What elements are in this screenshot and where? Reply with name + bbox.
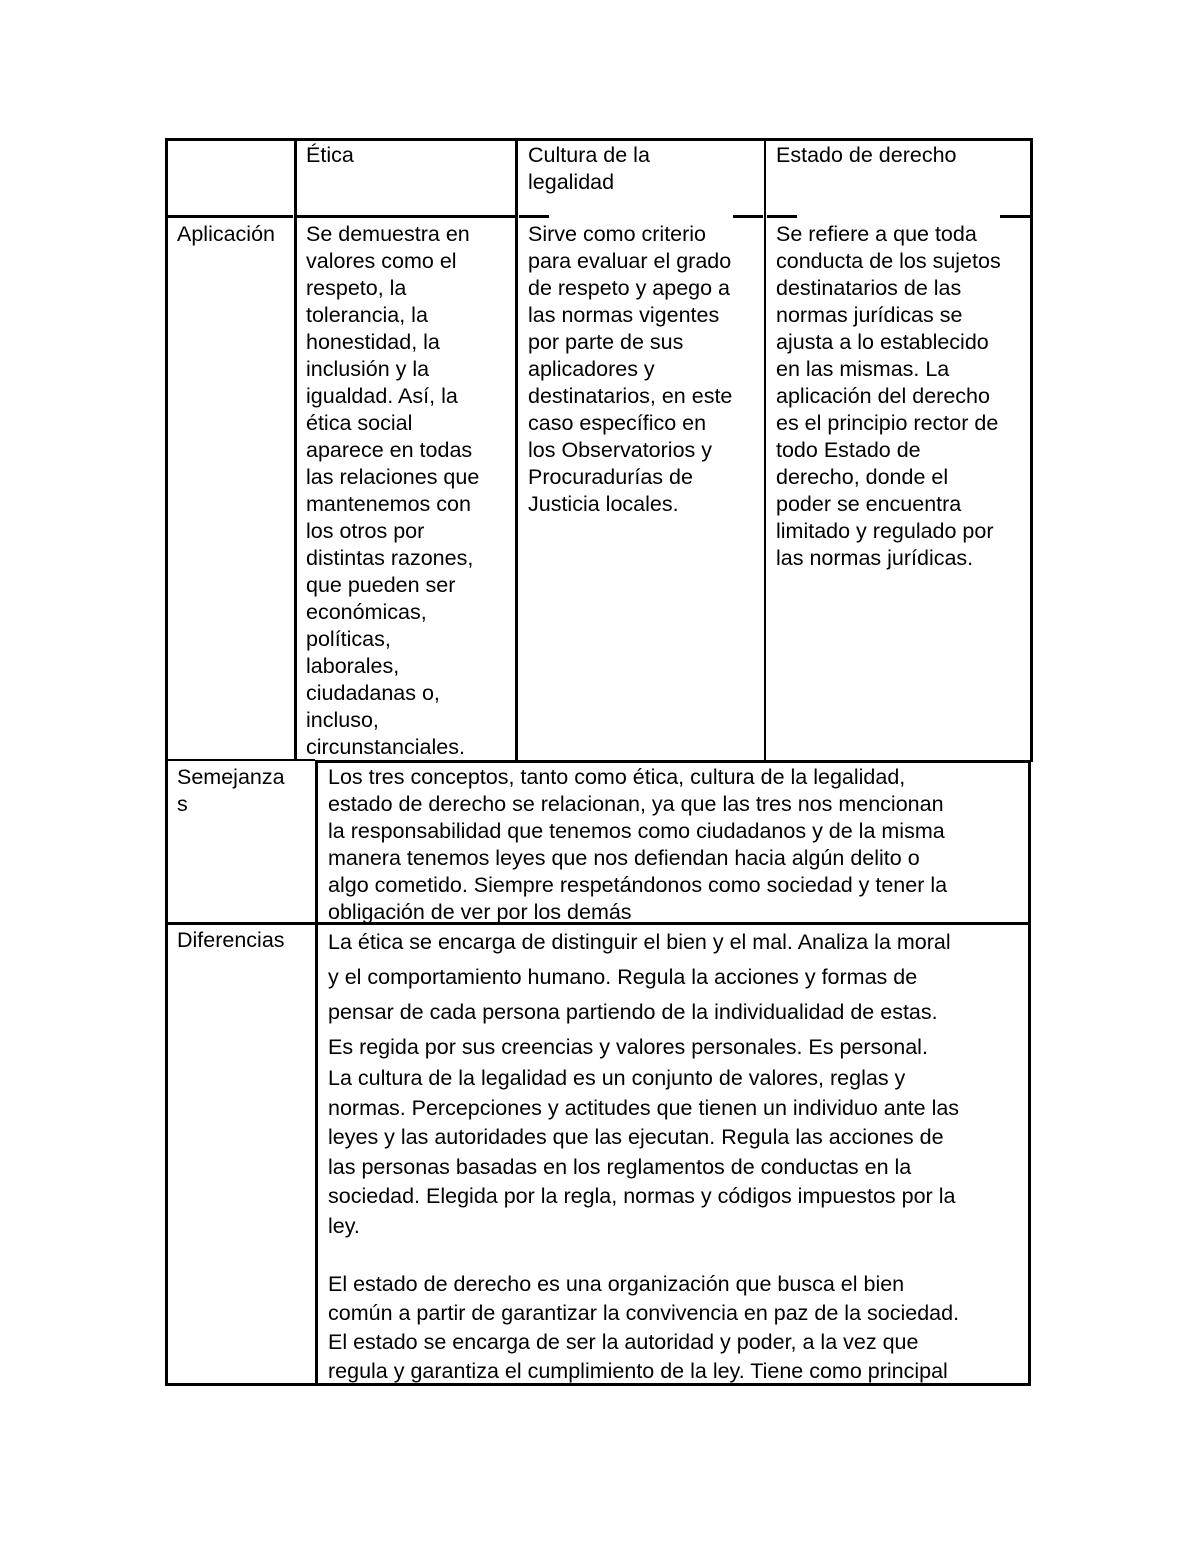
- header-row-divider-4: [733, 215, 763, 218]
- row-label-semejanzas: Semejanza s: [177, 765, 285, 816]
- header-row-divider-5: [767, 215, 797, 218]
- header-row-divider-2: [297, 215, 515, 218]
- table-border-right-upper: [1030, 138, 1033, 762]
- table-border-left: [165, 138, 168, 1386]
- header-row-divider-6: [1000, 215, 1033, 218]
- header-estado-derecho: Estado de derecho: [776, 143, 957, 167]
- header-etica: Ética: [306, 143, 354, 167]
- header-row-divider-3: [519, 215, 549, 218]
- col-divider-3-upper: [764, 138, 766, 760]
- diferencias-estado-text: El estado de derecho es una organización que busca el bien común a partir de garantizar la convivencia en paz de la sociedad. El estado se encarga de ser la autoridad y poder, a la vez que regula y garantiza el cumplimiento de la ley. Tiene como principal: [328, 1272, 960, 1383]
- semejanzas-text: Los tres conceptos, tanto como ética, cultura de la legalidad, estado de derecho se relacionan, ya que las tres nos mencionan la responsabilidad que tenemos como ciudadanos y de la misma manera tenemos leyes que nos defiendan hacia algún delito o algo cometido. Siempre respetándonos como sociedad y tener la obligación de ver por los demás: [328, 765, 948, 924]
- header-corner-cell: [177, 142, 289, 212]
- diferencias-cultura-text: La cultura de la legalidad es un conjunto de valores, reglas y normas. Percepciones y actitudes que tienen un individuo ante las leyes y las autoridades que las ejecutan. Regula las acciones de las personas basadas en los reglamentos de conductas en la sociedad. Elegida por la regla, normas y códigos impuestos por la ley.: [328, 1066, 960, 1238]
- aplicacion-row-divider-left: [165, 759, 315, 761]
- col-divider-lower: [315, 760, 318, 1386]
- header-cultura-legalidad: Cultura de la legalidad: [528, 143, 650, 194]
- row-label-aplicacion: Aplicación: [177, 222, 275, 246]
- table-border-right-lower: [1028, 760, 1031, 1386]
- aplicacion-etica-text: Se demuestra en valores como el respeto, la tolerancia, la honestidad, la inclusión y la igualdad. Así, la ética social aparece en todas las relaciones que mantenemos con los otros por distintas razones, que pueden ser económicas, políticas, laborales, ciudadanas o, incluso, circunstanciales.: [306, 222, 480, 759]
- header-row-divider-1: [165, 215, 293, 218]
- aplicacion-cultura-text: Sirve como criterio para evaluar el grado de respeto y apego a las normas vigentes por parte de sus aplicadores y destinatarios, en este caso específico en los Observatorios y Procuradurías de Justicia locales.: [528, 222, 733, 516]
- col-divider-2-upper: [515, 138, 518, 760]
- row-label-diferencias: Diferencias: [177, 928, 285, 952]
- aplicacion-estado-text: Se refiere a que toda conducta de los sujetos destinatarios de las normas jurídicas se ajusta a lo establecido en las mismas. La aplicación del derecho es el principio rector de todo Estado de derecho, donde el poder se encuentra limitado y regulado por las normas jurídicas.: [776, 222, 1001, 570]
- diferencias-etica-text: La ética se encarga de distinguir el bien y el mal. Analiza la moral y el comportamiento humano. Regula la acciones y formas de pensar de cada persona partiendo de la individualidad de estas. Es regida por sus creencias y valores personales. Es personal.: [328, 930, 951, 1059]
